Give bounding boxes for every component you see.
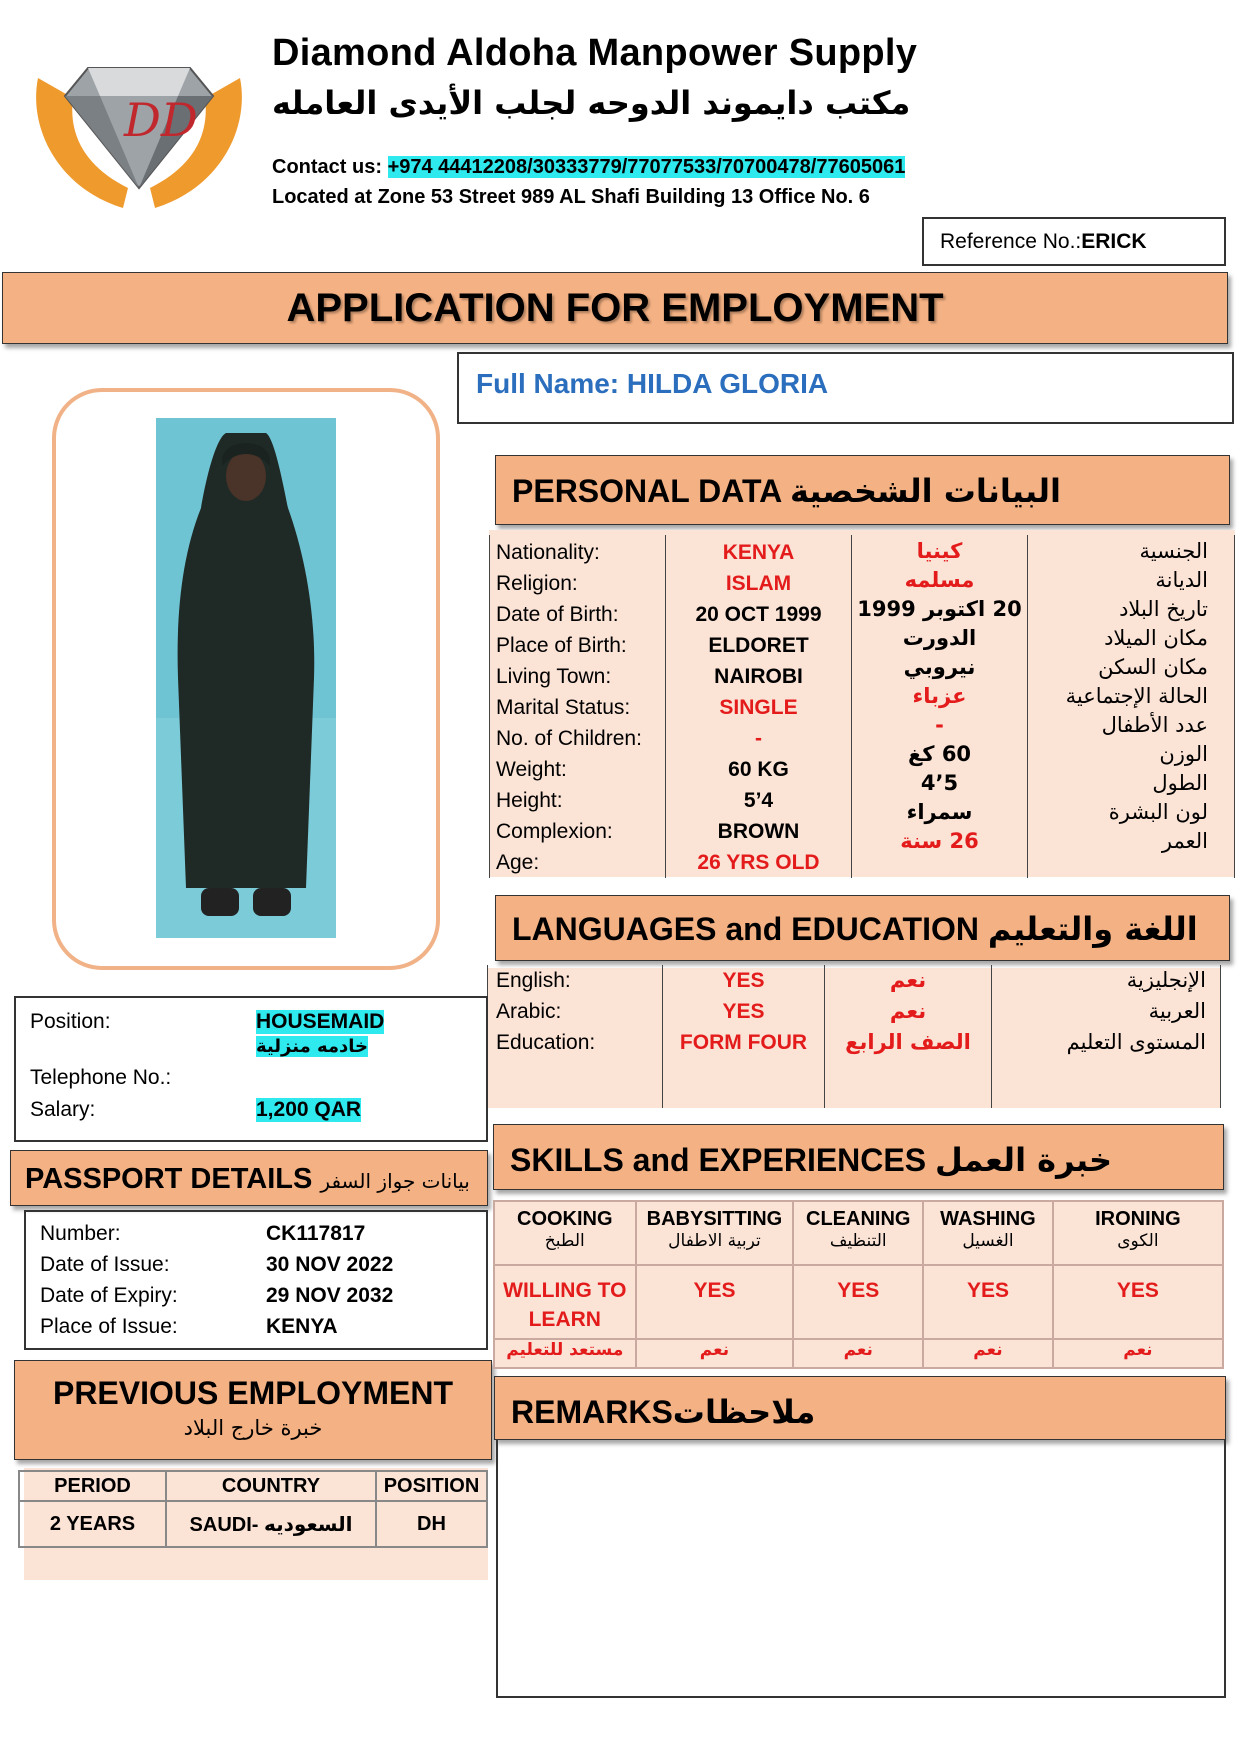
personal-label: Living Town: xyxy=(496,665,612,688)
passport-value: CK117817 xyxy=(266,1222,366,1245)
personal-value-ar: - xyxy=(935,713,944,737)
skill-value-ar: نعم xyxy=(973,1340,1003,1360)
skill-name-ar: الغسيل xyxy=(962,1231,1014,1251)
skill-value: YES xyxy=(837,1279,880,1302)
personal-labels-ar xyxy=(1028,537,1208,856)
passport-label: Date of Issue: xyxy=(40,1253,170,1276)
personal-label: No. of Children: xyxy=(496,727,642,750)
personal-value: 20 OCT 1999 xyxy=(695,603,822,626)
personal-label: Age: xyxy=(496,851,540,874)
country-ar: السعوديه xyxy=(264,1511,353,1536)
personal-value-ar: سمراء xyxy=(906,800,973,824)
language-labels-ar xyxy=(992,965,1206,1058)
personal-value: ELDORET xyxy=(708,634,809,657)
personal-value: SINGLE xyxy=(719,696,798,719)
languages-table xyxy=(487,965,1221,1108)
language-value-ar: نعم xyxy=(889,968,927,992)
personal-value: NAIROBI xyxy=(714,665,803,688)
personal-value: - xyxy=(755,727,762,750)
svg-text:DD: DD xyxy=(124,93,198,147)
salary-value: 1,200 QAR xyxy=(256,1098,362,1121)
skill-name: IRONING xyxy=(1095,1208,1181,1230)
language-value: YES xyxy=(722,1000,765,1023)
language-value: FORM FOUR xyxy=(679,1031,808,1054)
skill-value-ar: نعم xyxy=(843,1340,873,1360)
remarks-box xyxy=(496,1440,1226,1698)
personal-data-heading xyxy=(495,455,1230,525)
skills-heading-ar: خبرة العمل xyxy=(934,1141,1113,1179)
skill-value-cell xyxy=(1053,1265,1223,1339)
personal-value-ar: 26 سنة xyxy=(900,829,979,853)
personal-label: Height: xyxy=(496,789,563,812)
skill-header-cell xyxy=(923,1201,1053,1265)
skill-value: YES xyxy=(966,1279,1009,1302)
personal-value: ISLAM xyxy=(725,572,792,595)
personal-label-ar: الطول xyxy=(1152,771,1208,795)
passport-labels xyxy=(40,1218,178,1342)
skill-name-ar: التنظيف xyxy=(829,1231,887,1251)
skill-value: WILLING TO LEARN xyxy=(503,1279,627,1331)
passport-box xyxy=(24,1210,488,1350)
language-label-ar: الإنجليزية xyxy=(1126,968,1206,992)
language-label-ar: المستوى التعليم xyxy=(1066,1030,1206,1054)
skill-value-ar-cell xyxy=(793,1339,923,1368)
languages-heading-ar: اللغة والتعليم xyxy=(987,910,1198,948)
contact-line xyxy=(272,156,905,179)
skill-value-cell xyxy=(636,1265,794,1339)
personal-label-ar: الحالة الإجتماعية xyxy=(1065,684,1208,708)
skills-table xyxy=(493,1200,1224,1369)
remarks-heading xyxy=(494,1376,1226,1440)
personal-label-ar: العمر xyxy=(1161,829,1208,853)
passport-heading xyxy=(10,1150,488,1206)
language-value-ar: الصف الرابع xyxy=(845,1030,971,1054)
personal-label: Religion: xyxy=(496,572,578,595)
personal-label: Marital Status: xyxy=(496,696,631,719)
passport-heading-en: PASSPORT DETAILS xyxy=(25,1163,313,1195)
application-title: APPLICATION FOR EMPLOYMENT xyxy=(2,272,1228,344)
personal-value: 26 YRS OLD xyxy=(697,851,820,874)
salary-label: Salary: xyxy=(30,1098,96,1121)
skill-value-cell xyxy=(793,1265,923,1339)
skill-value-ar: نعم xyxy=(699,1340,730,1360)
language-values xyxy=(663,965,824,1058)
personal-label: Complexion: xyxy=(496,820,613,843)
languages-heading-en: LANGUAGES and EDUCATION xyxy=(512,911,979,947)
skills-value-row xyxy=(494,1265,1223,1339)
previous-employment-heading xyxy=(14,1360,492,1460)
skill-name-ar: الكوى xyxy=(1117,1231,1159,1251)
reference-label: Reference No.: xyxy=(940,230,1082,253)
personal-label-ar: الجنسية xyxy=(1139,539,1208,563)
full-name-label: Full Name: xyxy=(476,368,620,399)
skill-value-ar: نعم xyxy=(1123,1340,1153,1360)
personal-label-ar: الديانة xyxy=(1155,568,1208,592)
skill-name-ar: تربية الاطفال xyxy=(668,1231,761,1251)
reference-box xyxy=(922,217,1226,266)
company-name-ar: مكتب دايموند الدوحه لجلب الأيدى العامله xyxy=(272,84,911,122)
skill-header-cell xyxy=(636,1201,794,1265)
language-label: Education: xyxy=(496,1031,596,1054)
personal-values-ar xyxy=(852,537,1027,856)
language-label: Arabic: xyxy=(496,1000,562,1023)
personal-value-ar: الدورت xyxy=(902,626,977,650)
skill-name: BABYSITTING xyxy=(646,1208,783,1230)
skill-value-ar-cell xyxy=(923,1339,1053,1368)
personal-label-ar: مكان السكن xyxy=(1098,655,1208,679)
personal-value: BROWN xyxy=(717,820,800,843)
personal-values xyxy=(666,537,851,878)
personal-value-ar: عزباء xyxy=(912,684,967,708)
position-cell: DH xyxy=(376,1501,487,1547)
personal-value-ar: 5’4 xyxy=(920,771,959,795)
telephone-label: Telephone No.: xyxy=(30,1066,172,1089)
passport-label: Place of Issue: xyxy=(40,1315,178,1338)
language-values-ar xyxy=(825,965,991,1058)
languages-heading xyxy=(495,895,1230,961)
previous-employment-table xyxy=(18,1470,488,1548)
reference-value: ERICK xyxy=(1081,230,1147,253)
skills-heading xyxy=(493,1124,1224,1190)
skill-value: YES xyxy=(693,1279,736,1302)
skill-name-ar: الطبخ xyxy=(544,1231,585,1251)
language-value: YES xyxy=(722,969,765,992)
skill-value-ar: مستعد للتعليم xyxy=(506,1340,624,1360)
personal-value-ar: 60 كغ xyxy=(907,742,972,766)
skills-heading-en: SKILLS and EXPERIENCES xyxy=(510,1142,927,1178)
skills-header-row xyxy=(494,1201,1223,1265)
passport-value: KENYA xyxy=(266,1315,338,1338)
skill-value-cell xyxy=(494,1265,636,1339)
passport-value: 30 NOV 2022 xyxy=(266,1253,394,1276)
position-header: POSITION xyxy=(376,1471,487,1501)
personal-label: Place of Birth: xyxy=(496,634,627,657)
personal-heading-en: PERSONAL DATA xyxy=(512,473,782,509)
company-logo xyxy=(28,38,250,214)
personal-label: Nationality: xyxy=(496,541,600,564)
skill-header-cell xyxy=(494,1201,636,1265)
personal-value-ar: 20 اكتوبر 1999 xyxy=(857,597,1022,621)
previous-heading-en: PREVIOUS EMPLOYMENT xyxy=(52,1375,454,1411)
skill-value-cell xyxy=(923,1265,1053,1339)
country-cell xyxy=(166,1501,376,1547)
passport-label: Number: xyxy=(40,1222,121,1245)
skill-value-ar-cell xyxy=(1053,1339,1223,1368)
skill-header-cell xyxy=(1053,1201,1223,1265)
personal-label-ar: تاريخ البلاد xyxy=(1119,597,1208,621)
passport-label: Date of Expiry: xyxy=(40,1284,178,1307)
remarks-heading-en: REMARKS xyxy=(511,1394,673,1430)
personal-label-ar: الوزن xyxy=(1159,742,1208,766)
period-cell: 2 YEARS xyxy=(19,1501,166,1547)
personal-heading-ar: البيانات الشخصية xyxy=(789,472,1061,510)
country-en: SAUDI- xyxy=(189,1513,259,1536)
period-header: PERIOD xyxy=(19,1471,166,1501)
remarks-heading-ar: ملاحظات xyxy=(672,1393,816,1431)
personal-label-ar: عدد الأطفال xyxy=(1101,713,1208,737)
personal-value-ar: نيروبي xyxy=(903,655,976,679)
contact-label: Contact us: xyxy=(272,156,382,178)
skill-name: WASHING xyxy=(940,1208,1036,1230)
personal-value-ar: مسلمه xyxy=(904,568,975,592)
skill-name: CLEANING xyxy=(806,1208,911,1230)
skill-value: YES xyxy=(1116,1279,1159,1302)
skill-value-ar-cell xyxy=(636,1339,794,1368)
language-label-ar: العربية xyxy=(1148,999,1206,1023)
skill-header-cell xyxy=(793,1201,923,1265)
contact-phones: +974 44412208/30333779/77077533/70700478/77605061 xyxy=(387,156,906,178)
position-value: HOUSEMAID xyxy=(256,1010,385,1033)
previous-heading-ar: خبرة خارج البلاد xyxy=(183,1416,323,1440)
position-label: Position: xyxy=(30,1010,111,1033)
passport-heading-ar: بيانات جواز السفر xyxy=(320,1169,470,1193)
skill-value-ar-cell xyxy=(494,1339,636,1368)
personal-value: 5’4 xyxy=(743,789,774,812)
personal-label: Weight: xyxy=(496,758,567,781)
full-name-box xyxy=(457,352,1234,424)
position-value-ar: خادمه منزلية xyxy=(256,1036,369,1057)
full-name-value: HILDA GLORIA xyxy=(626,368,829,399)
language-value-ar: نعم xyxy=(889,999,927,1023)
applicant-photo xyxy=(156,418,336,938)
personal-data-table xyxy=(489,535,1235,878)
position-box xyxy=(14,996,488,1142)
skill-name: COOKING xyxy=(517,1208,613,1230)
personal-value-ar: كينيا xyxy=(916,539,963,563)
company-name-en: Diamond Aldoha Manpower Supply xyxy=(272,32,918,74)
personal-label: Date of Birth: xyxy=(496,603,619,626)
personal-value: KENYA xyxy=(722,541,795,564)
personal-label-ar: مكان الميلاد xyxy=(1104,626,1208,650)
address-line: Located at Zone 53 Street 989 AL Shafi Building 13 Office No. 6 xyxy=(272,186,870,208)
passport-values xyxy=(266,1218,393,1342)
language-label: English: xyxy=(496,969,571,992)
skills-value-ar-row xyxy=(494,1339,1223,1368)
personal-value: 60 KG xyxy=(728,758,789,781)
personal-labels xyxy=(496,537,665,878)
passport-value: 29 NOV 2032 xyxy=(266,1284,394,1307)
personal-label-ar: لون البشرة xyxy=(1108,800,1208,824)
country-header: COUNTRY xyxy=(166,1471,376,1501)
language-labels xyxy=(496,965,662,1058)
